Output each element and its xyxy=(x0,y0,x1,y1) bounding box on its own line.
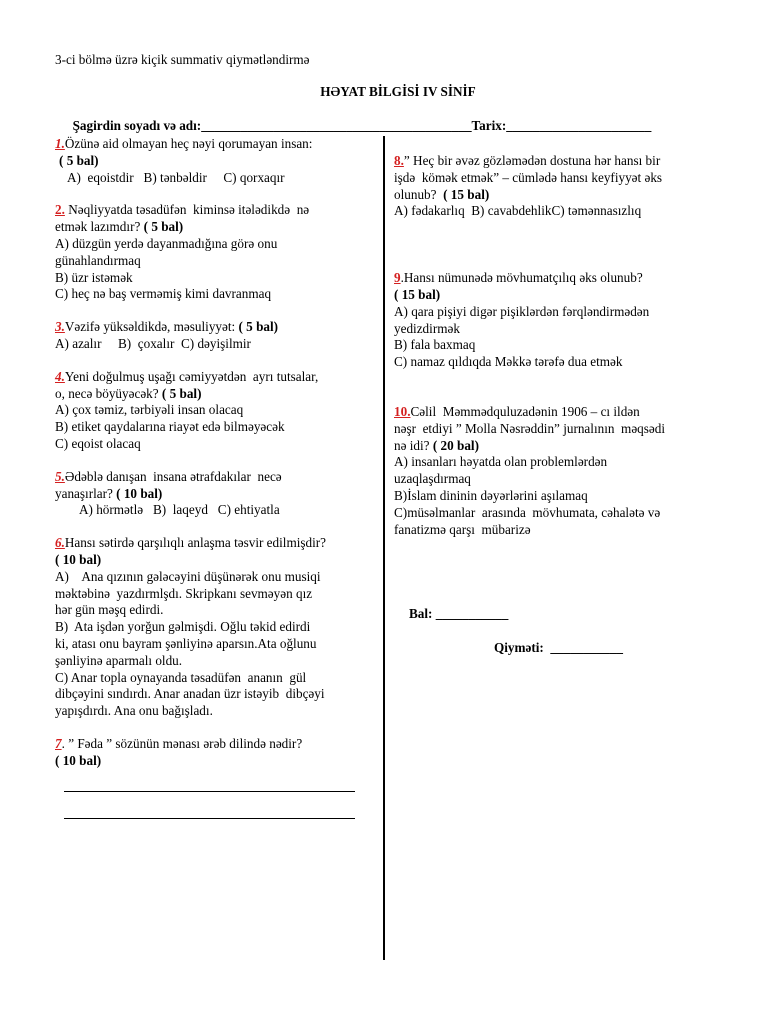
question-points: ( 5 bal) xyxy=(140,219,184,235)
question-number: 1. xyxy=(55,136,65,151)
answer-option[interactable]: C) eqoist olacaq xyxy=(55,435,141,451)
grade-field xyxy=(494,640,623,657)
question-text: ” Heç bir əvəz gözləmədən dostuna hər hansı bir xyxy=(403,153,661,168)
question-number: 10. xyxy=(394,403,411,419)
question-text: .Hansı nümunədə mövhumatçılıq əks olunub? xyxy=(400,270,643,286)
question-points: ( 15 bal) xyxy=(394,286,441,302)
question-text: etmək lazımdır? xyxy=(55,219,141,235)
answer-option[interactable]: yedizdirmək xyxy=(394,320,460,336)
question-number: 8. xyxy=(394,153,404,168)
question-number: 7 xyxy=(55,735,62,751)
page-title: HƏYAT BİLGİSİ IV SİNİF xyxy=(320,84,476,99)
score-blank[interactable]: ___________ xyxy=(435,606,509,621)
question-points: ( 10 bal) xyxy=(55,752,102,768)
question-text: nəşr etdiyi ” Molla Nəsrəddin” jurnalının məqsədi xyxy=(394,420,666,436)
answer-options[interactable]: A) hörmətlə B) laqeyd C) ehtiyatla xyxy=(79,502,280,518)
question-points: ( 5 bal) xyxy=(59,152,99,168)
answer-option[interactable]: C) namaz qıldıqda Məkkə tərəfə dua etmək xyxy=(394,354,623,370)
question-points: ( 15 bal) xyxy=(439,186,490,202)
question-1 xyxy=(55,136,375,186)
question-text: . ” Fəda ” sözünün mənası ərəb dilində nədir? xyxy=(61,735,303,751)
question-2 xyxy=(55,202,375,303)
answer-options[interactable]: A) fədakarlıq B) cavabdehlikC) təmənnasızlıq xyxy=(394,203,642,219)
question-3 xyxy=(55,319,375,353)
answer-option[interactable]: A) insanları həyatda olan problemlərdən xyxy=(394,454,608,470)
student-info-line xyxy=(66,101,651,135)
answer-line-2[interactable] xyxy=(64,818,355,819)
grade-label: Qiyməti: xyxy=(494,640,551,655)
answer-option[interactable]: ki, atası onu bayram şənliyinə aparsın.Ata oğlunu xyxy=(55,635,317,651)
answer-option[interactable]: C) Anar topla oynayanda təsadüfən ananın gül xyxy=(55,669,307,685)
question-4 xyxy=(55,369,375,453)
answer-option[interactable]: B) fala baxmaq xyxy=(394,337,476,353)
score-label: Bal: xyxy=(409,606,436,621)
date-blank[interactable]: ______________________ xyxy=(506,117,652,133)
answer-option[interactable]: dibçəyini sındırdı. Anar anadan üzr istəyib dibçəyi xyxy=(55,686,325,702)
answer-option[interactable]: fanatizmə qarşı mübarizə xyxy=(394,521,531,537)
question-6 xyxy=(55,535,375,720)
answer-option[interactable]: günahlandırmaq xyxy=(55,252,141,268)
question-number: 5. xyxy=(55,468,65,484)
answer-options[interactable]: A) azalır B) çoxalır C) dəyişilmir xyxy=(55,335,251,351)
question-text: yanaşırlar? xyxy=(55,485,113,501)
question-points: ( 5 bal) xyxy=(158,385,202,401)
question-7 xyxy=(55,736,375,770)
question-points: ( 10 bal) xyxy=(112,485,163,501)
answer-option[interactable]: yapışdırdı. Ana onu bağışladı. xyxy=(55,703,213,719)
answer-line-1[interactable] xyxy=(64,791,355,792)
question-text: o, necə böyüyəcək? xyxy=(55,385,159,401)
left-column xyxy=(55,136,375,770)
answer-options[interactable]: A) eqoistdir B) tənbəldir C) qorxaqır xyxy=(67,169,285,185)
question-number: 9 xyxy=(394,270,401,286)
question-5 xyxy=(55,469,375,519)
answer-option[interactable]: məktəbinə yazdırmlşdı. Skripkanı sevməyən qız xyxy=(55,585,313,601)
question-number: 6. xyxy=(55,535,65,551)
question-9 xyxy=(394,270,724,371)
answer-option[interactable]: A) Ana qızının gələcəyini düşünərək onu musiqi xyxy=(55,568,321,584)
student-name-blank[interactable]: _________________________________________ xyxy=(201,117,472,133)
right-column xyxy=(394,153,724,538)
date-label: Tarix: xyxy=(471,117,507,133)
question-points: ( 5 bal) xyxy=(235,319,279,335)
answer-option[interactable]: A) çox təmiz, tərbiyəli insan olacaq xyxy=(55,402,244,418)
question-text: Nəqliyyatda təsadüfən kiminsə itələdikdə nə xyxy=(64,202,310,218)
question-text: Özünə aid olmayan heç nəyi qorumayan insan: xyxy=(64,136,313,151)
question-text: olunub? xyxy=(394,186,440,202)
answer-option[interactable]: şənliyinə aparmalı oldu. xyxy=(55,652,183,668)
answer-option[interactable]: B) etiket qaydalarına riayət edə bilməyəcək xyxy=(55,419,285,435)
answer-option[interactable]: B) üzr istəmək xyxy=(55,269,133,285)
question-10 xyxy=(394,404,724,538)
question-text: Cəlil Məmmədquluzadənin 1906 – cı ildən xyxy=(410,403,640,419)
question-text: Vəzifə yüksəldikdə, məsuliyyət: xyxy=(64,319,236,335)
question-text: işdə kömək etmək” – cümlədə hansı keyfiyyət əks xyxy=(394,169,663,185)
question-number: 2. xyxy=(55,202,65,218)
answer-option[interactable]: B)İslam dininin dəyərlərini aşılamaq xyxy=(394,487,588,503)
answer-option[interactable]: C)müsəlmanlar arasında mövhumata, cəhalətə və xyxy=(394,504,661,520)
answer-option[interactable]: B) Ata işdən yorğun gəlmişdi. Oğlu təkid edirdi xyxy=(55,619,311,635)
student-name-label: Şagirdin soyadı və adı: xyxy=(72,117,202,133)
answer-option[interactable]: A) düzgün yerdə dayanmadığına görə onu xyxy=(55,235,278,251)
question-number: 4. xyxy=(55,368,65,384)
question-8 xyxy=(394,153,724,220)
answer-option[interactable]: A) qara pişiyi digər pişiklərdən fərqləndirmədən xyxy=(394,303,650,319)
exam-subtitle: 3-ci bölmə üzrə kiçik summativ qiymətləndirmə xyxy=(55,52,310,67)
grade-blank[interactable]: ___________ xyxy=(550,640,623,655)
question-number: 3. xyxy=(55,319,65,335)
answer-option[interactable]: C) heç nə baş verməmiş kimi davranmaq xyxy=(55,286,272,302)
question-text: Hansı sətirdə qarşılıqlı anlaşma təsvir edilmişdir? xyxy=(64,535,327,551)
answer-option[interactable]: hər gün məşq edirdi. xyxy=(55,602,164,618)
question-text: nə idi? xyxy=(394,437,430,453)
question-text: Ədəblə danışan insana ətrafdakılar necə xyxy=(64,468,282,484)
answer-option[interactable]: uzaqlaşdırmaq xyxy=(394,471,471,487)
question-points: ( 10 bal) xyxy=(55,551,102,567)
column-divider xyxy=(383,136,385,960)
question-text: Yeni doğulmuş uşağı cəmiyyətdən ayrı tutsalar, xyxy=(64,368,319,384)
question-points: ( 20 bal) xyxy=(429,437,479,453)
score-field xyxy=(409,606,508,623)
